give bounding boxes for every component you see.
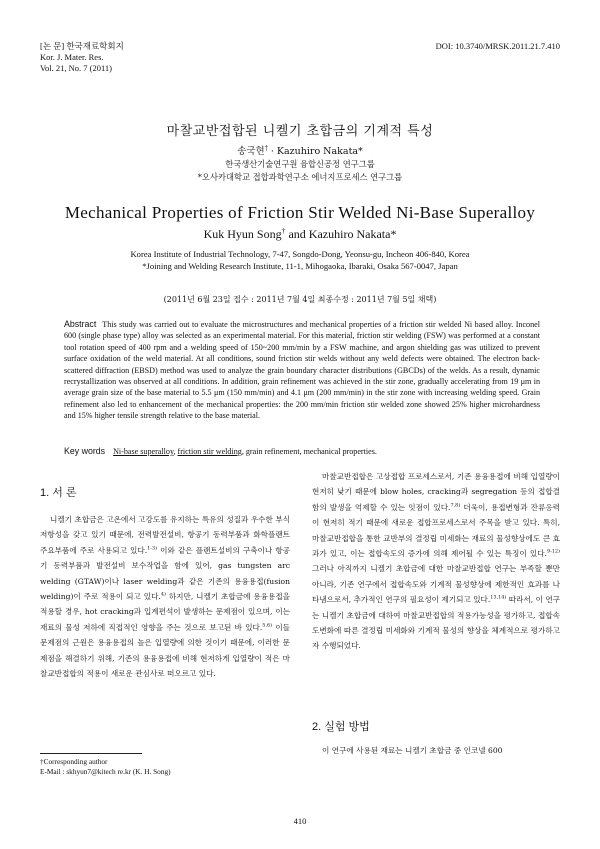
intro-left-text-2: 이와 같은 플랜트설비의 구축이나 항공기 동력부품과 발전설비 보수작업을 함에 있어, gas tungsten arc welding (GTAW)이나 laser welding과 같은 기존의 용융용접(fusion welding)이 주로 적용이 되고 있다. bbox=[40, 545, 290, 602]
keywords-rest: , grain refinement, mechanical properties. bbox=[241, 447, 377, 456]
journal-name-en: Kor. J. Mater. Res. bbox=[40, 52, 104, 62]
author-1-en: Kuk Hyun Song bbox=[203, 227, 282, 241]
author-2-en: and Kazuhiro Nakata* bbox=[285, 227, 397, 241]
section-heading-introduction: 1. 서 론 bbox=[40, 487, 77, 499]
corresponding-mark-ko: † bbox=[264, 144, 268, 152]
citation-ref: 9-12) bbox=[546, 548, 560, 555]
authors-korean bbox=[0, 143, 600, 157]
journal-volume: Vol. 21, No. 7 (2011) bbox=[40, 63, 113, 73]
author-2-ko: · Kazuhiro Nakata* bbox=[267, 146, 363, 157]
affiliation-en-1: Korea Institute of Industrial Technology, 7-47, Songdo-Dong, Yeonsu-gu, Incheon 406-840, Korea bbox=[130, 249, 470, 259]
author-1-ko: 송국현 bbox=[237, 146, 265, 157]
affiliations-english bbox=[0, 249, 600, 272]
citation-ref: 7,8) bbox=[450, 502, 461, 509]
keyword-separator: , bbox=[173, 447, 178, 456]
received-dates: (2011년 6월 23일 접수 : 2011년 7월 4일 최종수정 : 2011년 7월 5일 채택) bbox=[163, 295, 437, 304]
footnote-email: E-Mail : skhyun7@kitech re.kr (K. H. Song) bbox=[40, 767, 171, 776]
intro-right-text-4: 따라서, 이 연구는 니켈기 초합금에 대하여 마찰교반접합의 적용가능성을 평가하고, 접합속도변화에 따른 결정립 미세화와 기계적 물성의 향상을 체계적으로 평가하고자 수행되었다. bbox=[312, 595, 561, 651]
introduction-left-column bbox=[40, 512, 290, 681]
abstract-label: Abstract bbox=[64, 319, 97, 329]
authors-english bbox=[0, 227, 600, 242]
introduction-right-column bbox=[312, 469, 560, 654]
intro-right-text-3: 그러나 아직까지 니켈기 초합금에 대한 마찰교반접합 연구는 부족할 뿐만 아니라, 기존 연구에서 접합속도와 기계적 물성향상에 제한적인 효과를 나타냄으로서, 추가적인 연구의 필요성이 제기되고 있다. bbox=[312, 564, 560, 605]
intro-left-text-4: 이들 문제점의 근원은 용융용접의 높은 입열량에 의한 것이기 때문에, 이러한 문제점을 해결하기 위해, 기존의 용융용접에 비해 현저하게 입열량이 적은 마찰교반접합의 적용이 새로운 관심사로 떠오르고 있다. bbox=[40, 622, 290, 679]
journal-header bbox=[40, 41, 124, 74]
doi: DOI: 10.3740/MRSK.2011.21.7.410 bbox=[435, 41, 560, 51]
affiliation-ko-2: *오사카대학교 접합과학연구소 에너지프로세스 연구그룹 bbox=[197, 171, 403, 182]
methods-text: 이 연구에 사용된 재료는 니켈기 초합금 중 인코넬 600 bbox=[322, 746, 503, 755]
keywords bbox=[64, 446, 540, 456]
section-heading-methods: 2. 실험 방법 bbox=[312, 721, 370, 733]
keywords-label: Key words bbox=[64, 446, 106, 456]
footnote-corresponding: †Corresponding author bbox=[40, 757, 108, 766]
citation-ref: 1-3) bbox=[147, 545, 158, 552]
citation-ref: 13,14) bbox=[490, 594, 507, 601]
intro-left-text-3: 하지만, 니켈기 초합금에 용융용접을 적용할 경우, hot cracking과 입계편석이 발생하는 문제점이 있으며, 이는 재료의 물성 저하에 직접적인 영향을 주는 것으로 보고된 바 있다. bbox=[40, 592, 290, 632]
abstract bbox=[64, 319, 540, 422]
intro-right-text-2: 더욱이, 용접변형과 잔류응력이 현저히 적기 때문에 새로운 접합프로세스로서 주목을 받고 있다. 특히, 마찰교반접합을 통한 교반부의 결정립 미세화는 재료의 물성향상에도 큰 효과가 있고, 이는 접합속도의 증가에 의해 제어될 수 있는 특징이 있다. bbox=[312, 502, 561, 559]
abstract-text: This study was carried out to evaluate the microstructures and mechanical properties of a friction stir welded Ni based alloy. Inconel 600 (single phase type) alloy was selected as an experimental material. For this material, friction stir welding (FSW) was performed at a constant tool rotation speed of 400 rpm and a welding speed of 150~200 mm/min by a FSW machine, and argon shielding gas was utilized to prevent surface oxidation of the weld material. At all conditions, sound friction stir welds without any weld defects were obtained. The electron back-scattered diffraction (EBSD) method was used to analyze the grain boundary character distributions (GBCDs) of the welds. As a result, dynamic recrystallization was observed at all conditions. In addition, grain refinement was achieved in the stir zone, gradually accelerating from 19 μm in average grain size of the base material to 5.5 μm (150 mm/min) and 4.1 μm (200 mm/min) in the stir zone with increasing welding speed. Grain refinement also led to enhancement of the mechanical properties: the 200 mm/min friction stir welded zone showed 25% higher microhardness and 15% higher tensile strength relative to the base material. bbox=[64, 320, 540, 421]
intro-right-text-1: 마찰교반접합은 고상접합 프로세스로서, 기존 용융용접에 비해 입열량이 현저히 낮기 때문에 blow holes, cracking과 segregation 등의 접합결함의 발생을 억제할 수 있는 잇점이 있다. bbox=[312, 472, 560, 512]
footnote-divider bbox=[40, 753, 142, 754]
citation-ref: 5,6) bbox=[262, 622, 273, 629]
keyword-2: friction stir welding bbox=[177, 447, 242, 456]
page-number: 410 bbox=[293, 816, 307, 826]
footnote bbox=[40, 757, 171, 777]
intro-left-text-1: 니켈기 초합금은 고온에서 고강도를 유지하는 특유의 성질과 우수한 부식저항성을 갖고 있기 때문에, 전력발전설비, 항공기 동력부품과 화학플랜트 주요부품에 주로 사용되고 있다. bbox=[40, 515, 290, 555]
title-english: Mechanical Properties of Friction Stir Welded Ni-Base Superalloy bbox=[64, 203, 536, 222]
corresponding-mark-en: † bbox=[281, 226, 286, 235]
affiliation-ko-1: 한국생산기술연구원 융합신공정 연구그룹 bbox=[225, 159, 375, 169]
title-korean: 마찰교반접합된 니켈기 초합금의 기계적 특성 bbox=[166, 124, 434, 139]
citation-ref: 4) bbox=[160, 591, 166, 598]
affiliation-en-2: *Joining and Welding Research Institute, 11-1, Mihogaoka, Ibaraki, Osaka 567-0047, Japan bbox=[142, 260, 458, 271]
keyword-1: Ni-base superalloy bbox=[113, 447, 174, 456]
affiliations-korean bbox=[0, 158, 600, 183]
journal-name-ko: [논 문] 한국재료학회지 bbox=[40, 41, 124, 51]
